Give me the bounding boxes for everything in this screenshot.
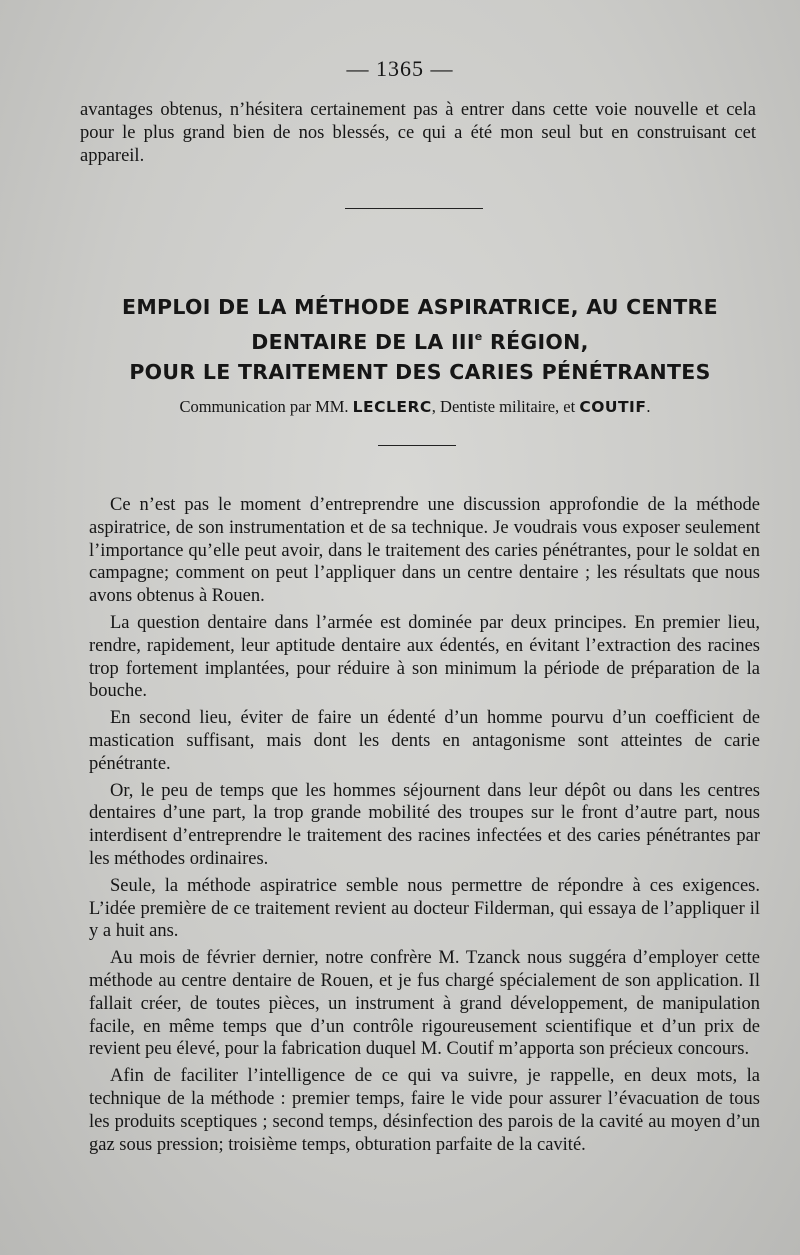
body-paragraph: Seule, la méthode aspiratrice semble nous permettre de répondre à ces exigences. L’idée première de ce traitement revient au docteur Filderman, qui essaya de l’appliquer il y a huit ans. <box>89 875 760 942</box>
body-paragraph: Au mois de février dernier, notre confrère M. Tzanck nous suggéra d’employer cette méthode au centre dentaire de Rouen, et je fus chargé spécialement de son application. Il fallait créer, de toutes pièces, un instrument à grand développement, de manipulation facile, en même temps que d’un contrôle rigoureusement scientifique et d’un prix de revient peu élevé, pour la fabrication duquel M. Coutif m’apporta son précieux concours. <box>89 948 760 1060</box>
section-divider-bottom <box>378 445 456 446</box>
article-title <box>100 292 740 387</box>
page-number: — 1365 — <box>346 56 454 81</box>
body-paragraph: La question dentaire dans l’armée est dominée par deux principes. En premier lieu, rendre, rapidement, leur aptitude dentaire aux édentés, en évitant l’extraction des racines trop fortement implantées, pour réduire à son minimum la période de préparation de la bouche. <box>89 612 760 702</box>
article-byline <box>90 397 740 417</box>
body-paragraph: En second lieu, éviter de faire un édenté d’un homme pourvu d’un coefficient de mastication suffisant, mais dont les dents en antagonisme sont atteintes de carie pénétrante. <box>89 708 760 774</box>
body-paragraph: Ce n’est pas le moment d’entreprendre une discussion approfondie de la méthode aspiratrice, de son instrumentation et de sa technique. Je voudrais vous exposer seulement l’importance qu’elle peut avoir, dans le traitement des caries pénétrantes, pour le soldat en campagne; comment on peut l’appliquer dans un centre dentaire ; les résultats que nous avons obtenus à Rouen. <box>89 495 760 607</box>
title-line-3: POUR LE TRAITEMENT DES CARIES PÉNÉTRANTES <box>129 360 711 384</box>
byline-author-2: COUTIF <box>579 398 647 416</box>
byline-author-1: LECLERC <box>352 398 432 416</box>
article-body <box>89 494 760 1160</box>
title-line-2-suffix: RÉGION, <box>482 330 589 354</box>
body-paragraph: Or, le peu de temps que les hommes séjournent dans leur dépôt ou dans les centres dentaires d’une part, la trop grande mobilité des troupes sur le front d’autre part, nous interdisent d’entreprendre le traitement des racines infectées et des caries pénétrantes par les méthodes ordinaires. <box>89 780 760 869</box>
byline-prefix: Communication par MM. <box>179 397 353 416</box>
title-line-2 <box>100 322 740 357</box>
body-paragraph: Afin de faciliter l’intelligence de ce qui va suivre, je rappelle, en deux mots, la technique de la méthode : premier temps, faire le vide pour assurer l’évacuation de tous les produits sceptiques ; second temps, désinfection des parois de la cavité au moyen d’un gaz sous pression; troisième temps, obturation parfaite de la cavité. <box>89 1066 760 1155</box>
intro-paragraph: avantages obtenus, n’hésitera certainement pas à entrer dans cette voie nouvelle et cela pour le plus grand bien de nos blessés, ce qui a été mon seul but en construisant cet appareil. <box>80 100 756 166</box>
title-line-2-superscript: e <box>474 330 483 343</box>
title-line-2-prefix: DENTAIRE DE LA III <box>251 330 475 354</box>
title-line-1: EMPLOI DE LA MÉTHODE ASPIRATRICE, AU CENTRE <box>122 295 718 319</box>
byline-middle: , Dentiste militaire, et <box>431 397 580 416</box>
section-divider-top <box>345 208 483 209</box>
byline-suffix: . <box>646 397 651 416</box>
